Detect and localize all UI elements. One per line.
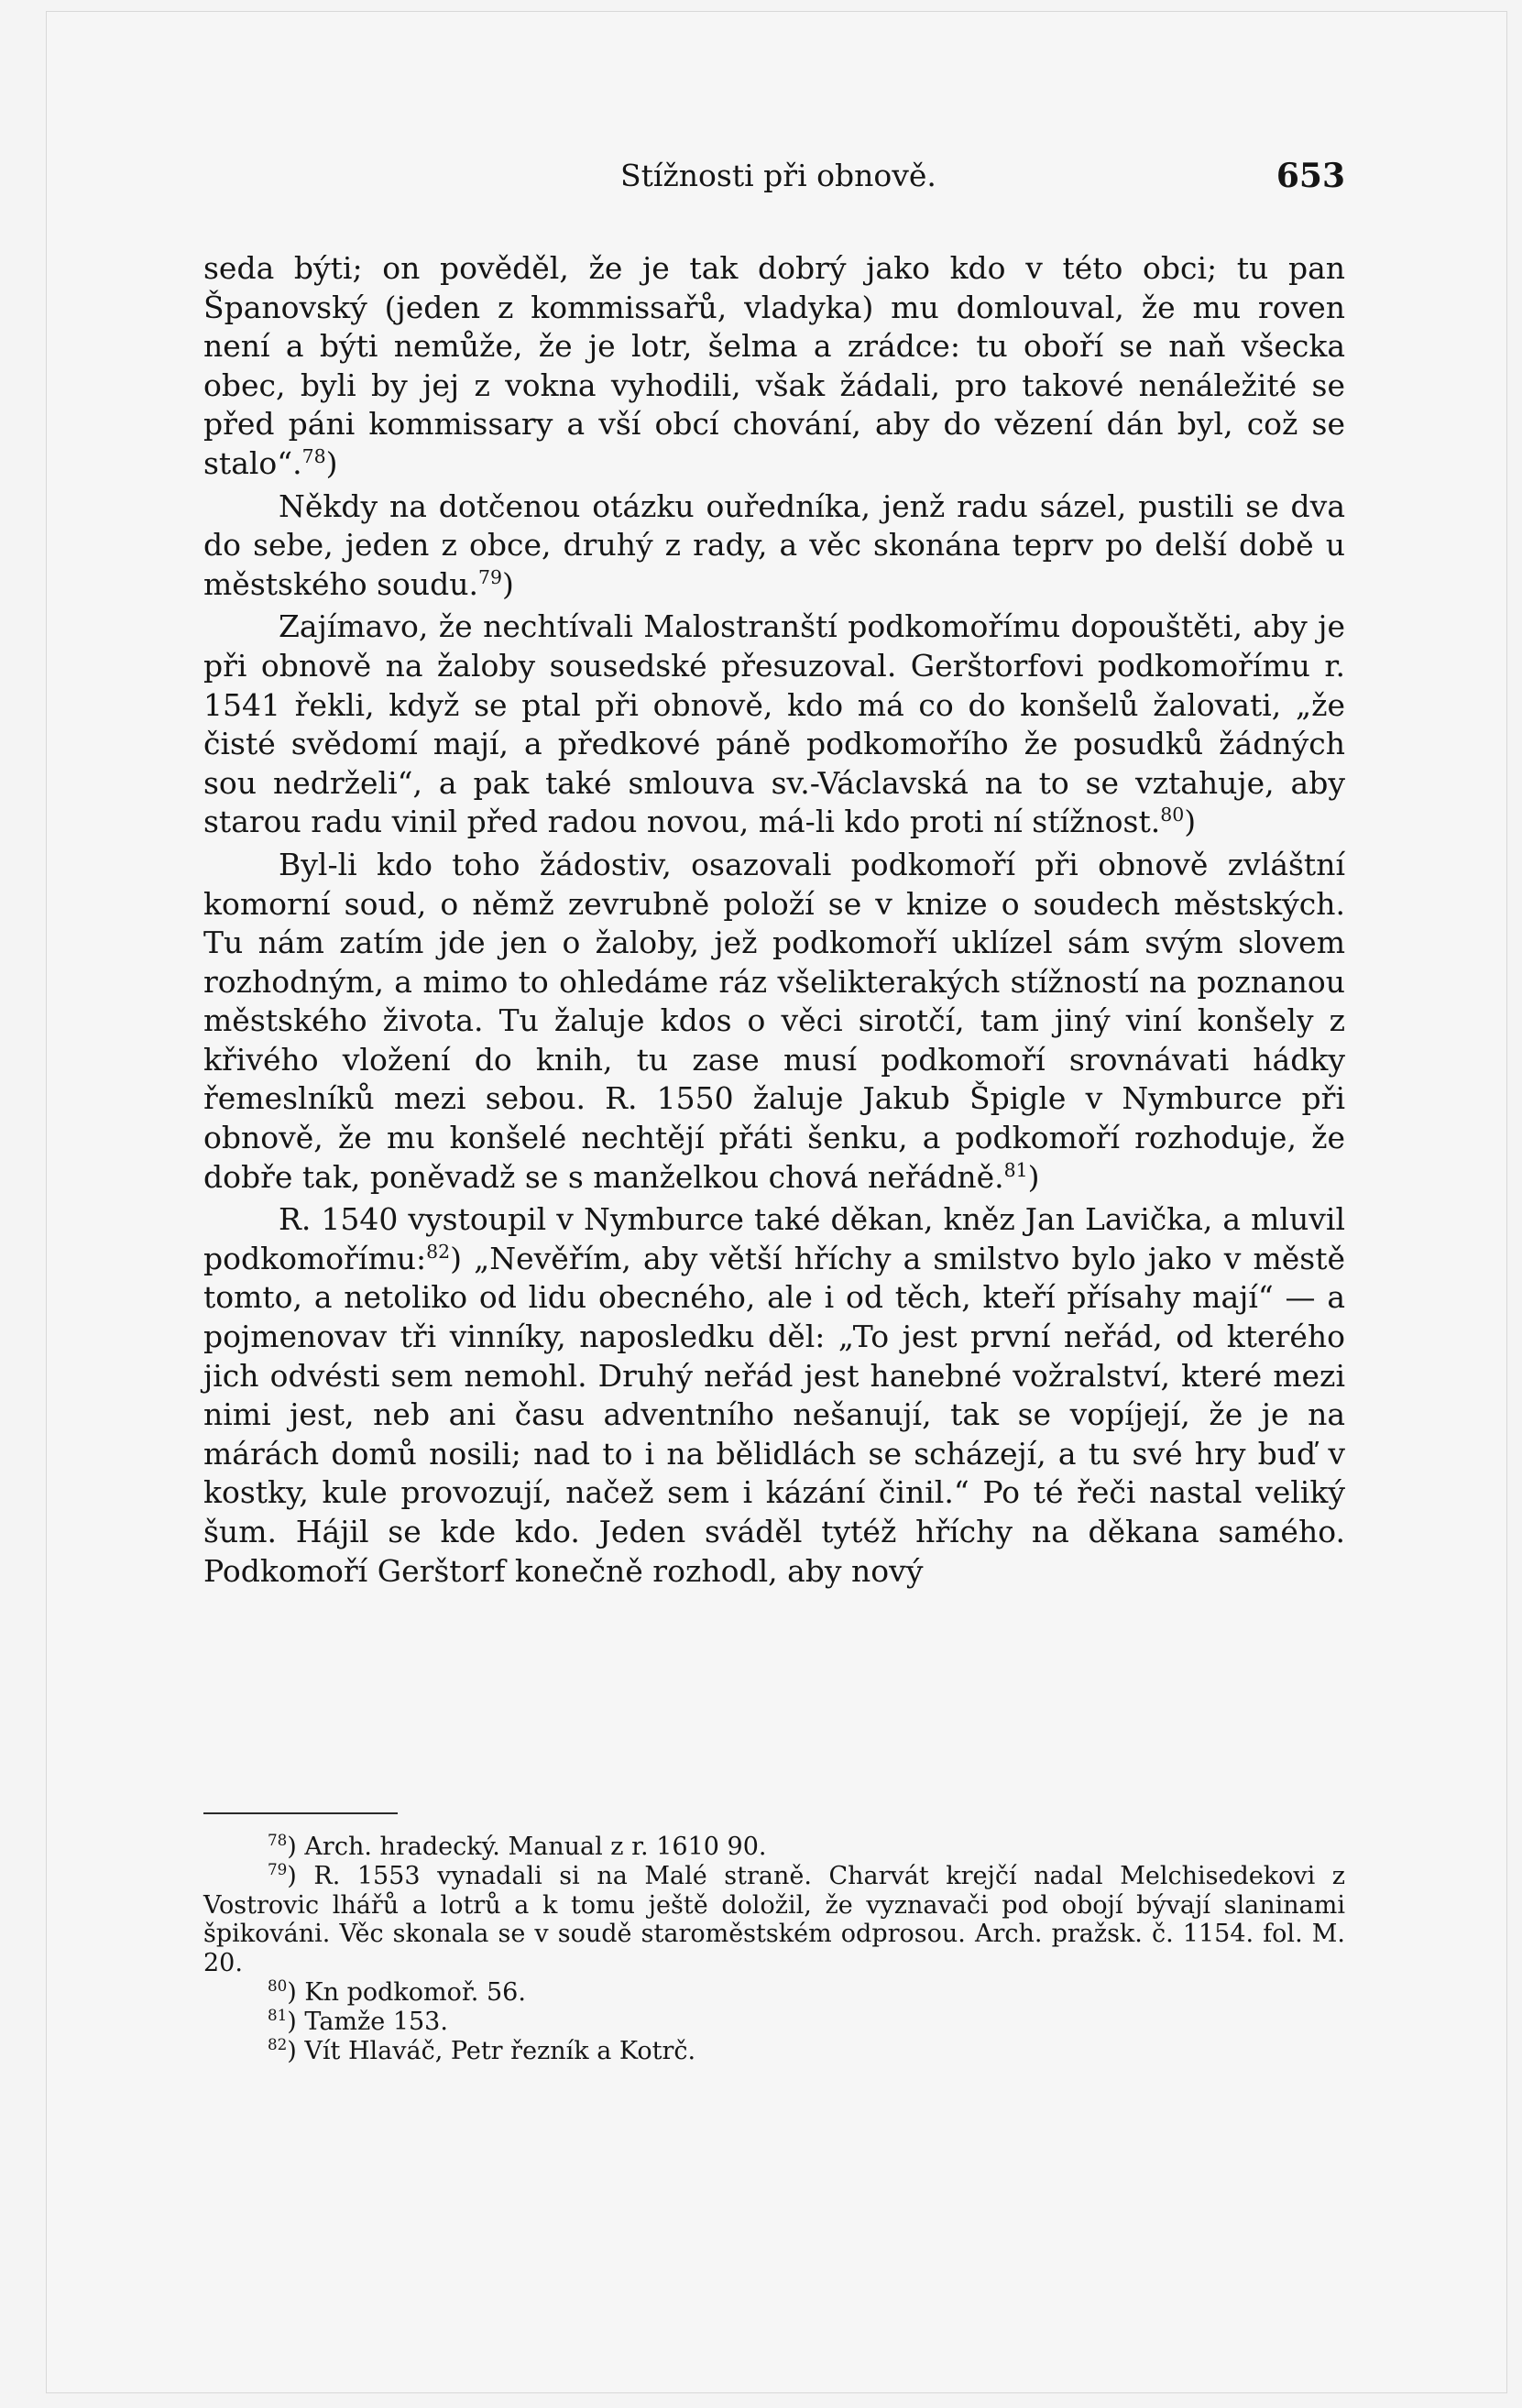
paragraph-3 [203, 607, 1345, 842]
paragraph-1-text: seda býti; on pověděl, že je tak dobrý jako kdo v této obci; tu pan Španovský (jeden z kommissařů, vladyka) mu domlouval, že mu roven není a býti nemůže, že je lotr, šelma a zrádce: tu oboří se naň všecka obec, byli by jej z vokna vyhodili, však žádali, pro takové nenáležité se před páni kommissary a vší obcí chování, aby do vězení dán byl, což se stalo“. [203, 250, 1345, 481]
footnote-mark-close: ) [287, 1977, 305, 2007]
footnote-80-text: Kn podkomoř. 56. [304, 1977, 526, 2007]
footnote-ref-close: ) [502, 565, 514, 602]
paragraph-5 [203, 1200, 1345, 1591]
footnote-81 [203, 2005, 1345, 2037]
footnote-mark-close: ) [287, 1861, 314, 1890]
footnote-mark-close: ) [287, 1833, 305, 1861]
footnote-ref-79: 79 [478, 565, 503, 588]
footnote-82 [203, 2034, 1345, 2066]
footnote-80 [203, 1978, 1345, 2008]
footnote-ref-81: 81 [1003, 1158, 1028, 1181]
book-page [46, 11, 1507, 2393]
footnote-mark-close: ) [287, 2036, 305, 2065]
footnote-79 [203, 1859, 1345, 1978]
paragraph-5-text-before: R. 1540 vystoupil v Nymburce také děkan, kněz Jan Lavička, a mluvil podkomořímu: [203, 1201, 1345, 1276]
footnote-78-text: Arch. hradecký. Manual z r. 1610 90. [304, 1833, 767, 1861]
footnote-mark-80: 80 [268, 1976, 288, 1995]
paragraph-2 [203, 487, 1345, 605]
footnote-78 [203, 1833, 1345, 1862]
footnote-81-text: Tamže 153. [304, 2007, 448, 2036]
footnote-ref-78: 78 [301, 444, 326, 467]
running-head: Stížnosti při obnově. [620, 158, 936, 193]
footnote-mark-82: 82 [268, 2034, 288, 2053]
page-number: 653 [1276, 157, 1345, 195]
page-header [203, 158, 1345, 198]
footnote-ref-82: 82 [426, 1240, 451, 1263]
footnote-mark-79: 79 [268, 1859, 288, 1878]
footnote-ref-close: ) [1184, 804, 1197, 840]
paragraph-5-text-after: „Nevěřím, aby větší hříchy a smilstvo bylo jako v městě tomto, a netoliko od lidu obecného, ale i od těch, kteří přísahy mají“ — a pojmenovav tři vinníky, naposledku děl: „To jest první neřád, od kterého jich odvésti sem nemohl. Druhý neřád jest hanebné vožralství, které mezi nimi jest, neb ani času adventního nešanují, tak se vopíjejí, že je na márách domů nosili; nad to i na bělidlách se scházejí, a tu své hry buď v kostky, kule provozují, načež sem i kázání činil.“ Po té řeči nastal veliký šum. Hájil se kde kdo. Jeden sváděl tytéž hříchy na děkana samého. Podkomoří Gerštorf konečně rozhodl, aby nový [203, 1240, 1345, 1589]
footnote-ref-close: ) [325, 444, 338, 481]
paragraph-2-text: Někdy na dotčenou otázku ouředníka, jenž radu sázel, pustili se dva do sebe, jeden z obce, druhý z rady, a věc skonána teprv po delší době u městského soudu. [203, 487, 1345, 602]
footnote-82-text: Vít Hlaváč, Petr řezník a Kotrč. [304, 2036, 696, 2065]
footnote-79-text: R. 1553 vynadali si na Malé straně. Charvát krejčí nadal Melchisedekovi z Vostrovic lhářů a lotrů a k tomu ještě doložil, že vyznavači pod obojí bývají slaninami špikováni. Věc skonala se v soudě staroměstském odprosou. Arch. pražsk. č. 1154. fol. M. 20. [203, 1861, 1345, 1978]
paragraph-3-text: Zajímavo, že nechtívali Malostranští podkomořímu dopouštěti, aby je při obnově na žaloby sousedské přesuzoval. Gerštorfovi podkomořímu r. 1541 řekli, když se ptal při obnově, kdo má co do konšelů žalovati, „že čisté svědomí mají, a předkové páně podkomořího že posudků žádných sou nedrželi“, a pak také smlouva sv.-Václavská na to se vztahuje, aby starou radu vinil před radou novou, má-li kdo proti ní stížnost. [203, 608, 1345, 840]
footnote-separator [203, 1812, 398, 1814]
paragraph-4-text: Byl-li kdo toho žádostiv, osazovali podkomoří při obnově zvláštní komorní soud, o němž zevrubně položí se v knize o soudech městských. Tu nám zatím jde jen o žaloby, jež podkomoří uklízel sám svým slovem rozhodným, a mimo to ohledáme ráz všelikterakých stížností na poznanou městského života. Tu žaluje kdos o věci sirotčí, tam jiný viní konšely z křivého vložení do knih, tu zase musí podkomoří srovnávati hádky řemeslníků mezi sebou. R. 1550 žaluje Jakub Špigle v Nymburce při obnově, že mu konšelé nechtějí přáti šenku, a podkomoří rozhoduje, že dobře tak, poněvadž se s manželkou chová neřádně. [203, 846, 1345, 1195]
footnote-mark-78: 78 [268, 1831, 288, 1849]
main-text [203, 249, 1345, 1594]
footnote-mark-close: ) [287, 2007, 305, 2036]
paragraph-1 [203, 249, 1345, 484]
footnote-mark-81: 81 [268, 2005, 288, 2024]
footnote-ref-close: ) [450, 1240, 463, 1276]
footnotes [203, 1833, 1345, 2065]
footnote-ref-80: 80 [1160, 804, 1185, 826]
footnote-ref-close: ) [1027, 1158, 1040, 1195]
paragraph-4 [203, 846, 1345, 1197]
